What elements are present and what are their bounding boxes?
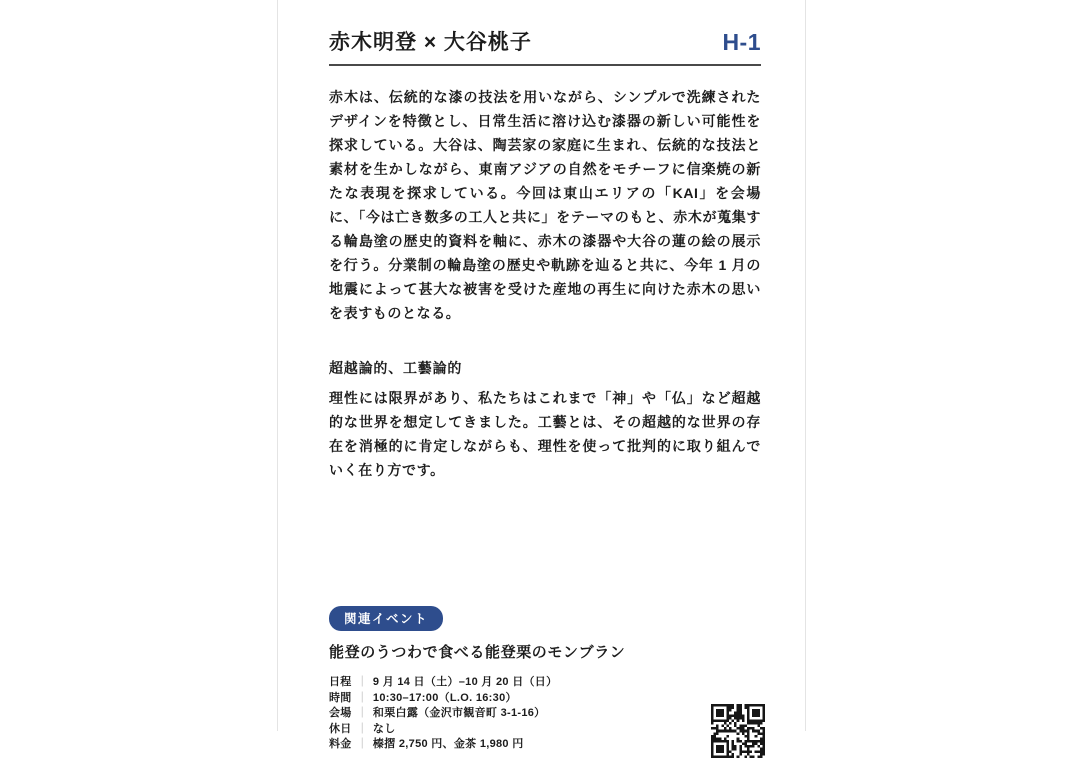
detail-label: 日程 xyxy=(329,676,352,689)
event-detail-row xyxy=(329,706,557,722)
detail-label: 時間 xyxy=(329,691,352,704)
detail-value: なし xyxy=(372,722,396,735)
detail-value: 9 月 14 日（土）–10 月 20 日（日） xyxy=(372,676,558,689)
detail-label: 料金 xyxy=(329,738,352,751)
detail-separator: ｜ xyxy=(356,691,368,704)
title-row xyxy=(329,30,761,66)
event-section xyxy=(329,606,761,758)
detail-value: 和栗白露（金沢市観音町 3-1-16） xyxy=(372,707,546,720)
detail-label: 休日 xyxy=(329,722,352,735)
event-detail-row xyxy=(329,737,557,753)
event-title: 能登のうつわで食べる能登栗のモンブラン xyxy=(329,644,626,662)
statement-section xyxy=(329,359,761,482)
event-detail-row xyxy=(329,722,557,738)
detail-separator: ｜ xyxy=(356,707,368,720)
event-info-row xyxy=(329,675,761,758)
detail-value: 榛摺 2,750 円、金茶 1,980 円 xyxy=(372,738,524,751)
page-header xyxy=(329,30,761,66)
brochure-page xyxy=(277,0,806,751)
event-detail-row xyxy=(329,675,557,691)
statement-body: 理性には限界があり、私たちはこれまで「神」や「仏」など超越的な世界を想定してきました。工藝とは、その超越的な世界の存在を消極的に肯定しながらも、理性を使って批判的に取り組んでいく在り方です。 xyxy=(329,390,761,479)
page-title: 赤木明登 × 大谷桃子 xyxy=(329,31,532,55)
event-detail-row xyxy=(329,691,557,707)
statement-heading: 超越論的、工藝論的 xyxy=(329,360,463,377)
event-details-list xyxy=(329,675,557,753)
detail-separator: ｜ xyxy=(356,676,368,689)
exhibit-code: H-1 xyxy=(722,29,761,55)
related-event-badge: 関連イベント xyxy=(329,606,443,631)
detail-separator: ｜ xyxy=(356,722,368,735)
detail-value: 10:30–17:00（L.O. 16:30） xyxy=(372,691,517,704)
detail-separator: ｜ xyxy=(356,738,368,751)
detail-label: 会場 xyxy=(329,707,352,720)
qr-code-icon xyxy=(711,704,765,758)
intro-paragraph: 赤木は、伝統的な漆の技法を用いながら、シンプルで洗練されたデザインを特徴とし、日常生活に溶け込む漆器の新しい可能性を探求している。大谷は、陶芸家の家庭に生まれ、伝統的な技法と素材を生かしながら、東南アジアの自然をモチーフに信楽焼の新たな表現を探求している。今回は東山エリアの「KAI」を会場に、「今は亡き数多の工人と共に」をテーマのもと、赤木が蒐集する輪島塗の歴史的資料を軸に、赤木の漆器や大谷の蓮の絵の展示を行う。分業制の輪島塗の歴史や軌跡を辿ると共に、今年 1 月の地震によって甚大な被害を受けた産地の再生に向けた赤木の思いを表すものとなる。 xyxy=(329,89,761,322)
